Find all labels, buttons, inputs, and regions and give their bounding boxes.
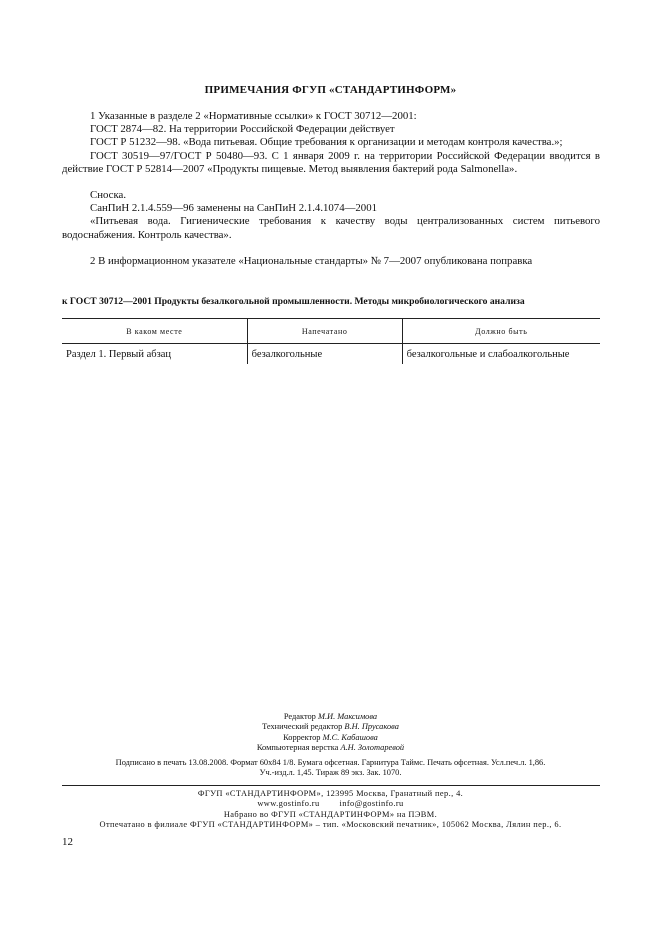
page-number: 12 bbox=[62, 836, 73, 848]
publisher-website[interactable]: www.gostinfo.ru bbox=[257, 799, 320, 809]
table-row bbox=[62, 344, 600, 365]
tech-editor-line bbox=[0, 722, 661, 732]
printed-line: Отпечатано в филиале ФГУП «СТАНДАРТИНФОРМ» – тип. «Московский печатник», 105062 Москва, Лялин пер., 6. bbox=[99, 819, 562, 829]
layout-name: А.Н. Золотаревой bbox=[340, 742, 405, 752]
notes-section bbox=[62, 110, 600, 268]
imprint-credits bbox=[0, 712, 661, 753]
tech-editor-name: В.Н. Прусакова bbox=[344, 722, 399, 732]
note-1-intro: 1 Указанные в разделе 2 «Нормативные ссылки» к ГОСТ 30712—2001: bbox=[90, 110, 417, 122]
print-info-line-1: Подписано в печать 13.08.2008. Формат 60х84 1/8. Бумага офсетная. Гарнитура Таймс. Печать офсетная. Усл.печ.л. 1,86. bbox=[115, 758, 546, 767]
amendment-table bbox=[62, 318, 600, 364]
layout-line bbox=[0, 743, 661, 753]
layout-label: Компьютерная верстка bbox=[256, 742, 339, 752]
column-header-should-be: Должно быть bbox=[402, 319, 600, 344]
divider bbox=[62, 785, 600, 786]
note-1-gost-30519: ГОСТ 30519—97/ГОСТ Р 50480—93. С 1 января 2009 г. на территории Российской Федерации вводится в действие ГОСТ Р 52814—2007 «Продукты пищевые. Метод выявления бактерий рода Salmonella». bbox=[62, 149, 600, 175]
publisher-address: ФГУП «СТАНДАРТИНФОРМ», 123995 Москва, Гранатный пер., 4. bbox=[197, 789, 464, 798]
note-1-gost-51232: ГОСТ Р 51232—98. «Вода питьевая. Общие требования к организации и методам контроля качества.»; bbox=[90, 136, 563, 149]
page-title: ПРИМЕЧАНИЯ ФГУП «СТАНДАРТИНФОРМ» bbox=[204, 84, 457, 96]
table-cell-location: Раздел 1. Первый абзац bbox=[66, 348, 172, 360]
column-header-location: В каком месте bbox=[62, 319, 247, 344]
editor-name: М.И. Максимова bbox=[317, 712, 378, 721]
proofreader-label: Корректор bbox=[283, 732, 321, 742]
print-info bbox=[0, 758, 661, 779]
editor-label: Редактор bbox=[283, 712, 316, 721]
typeset-line: Набрано во ФГУП «СТАНДАРТИНФОРМ» на ПЭВМ. bbox=[223, 809, 438, 819]
publisher-email[interactable]: info@gostinfo.ru bbox=[339, 799, 404, 809]
amendment-heading: к ГОСТ 30712—2001 Продукты безалкогольной промышленности. Методы микробиологического анализа bbox=[62, 296, 525, 307]
proofreader-line bbox=[0, 733, 661, 743]
note-2: 2 В информационном указателе «Национальные стандарты» № 7—2007 опубликована поправка bbox=[90, 254, 533, 267]
tech-editor-label: Технический редактор bbox=[262, 722, 343, 732]
footnote-water-title: «Питьевая вода. Гигиенические требования к качеству воды централизованных систем питьевого водоснабжения. Контроль качества». bbox=[62, 215, 600, 241]
print-info-line-2: Уч.-изд.л. 1,45. Тираж 89 экз. Зак. 1070. bbox=[259, 768, 402, 778]
column-header-printed: Напечатано bbox=[247, 319, 402, 344]
footnote-label: Сноска. bbox=[90, 189, 127, 202]
amendment-table-header bbox=[62, 319, 600, 344]
publisher-info bbox=[0, 789, 661, 830]
editor-line bbox=[0, 712, 661, 722]
table-cell-printed: безалкогольные bbox=[247, 344, 402, 365]
table-cell-should-be: безалкогольные и слабоалкогольные bbox=[402, 344, 600, 365]
publisher-contacts bbox=[0, 799, 661, 809]
proofreader-name: М.С. Кабашова bbox=[322, 732, 378, 742]
footnote-sanpin: СанПиН 2.1.4.559—96 заменены на СанПиН 2.1.4.1074—2001 bbox=[90, 202, 377, 215]
note-1-gost-2874: ГОСТ 2874—82. На территории Российской Федерации действует bbox=[90, 123, 395, 136]
